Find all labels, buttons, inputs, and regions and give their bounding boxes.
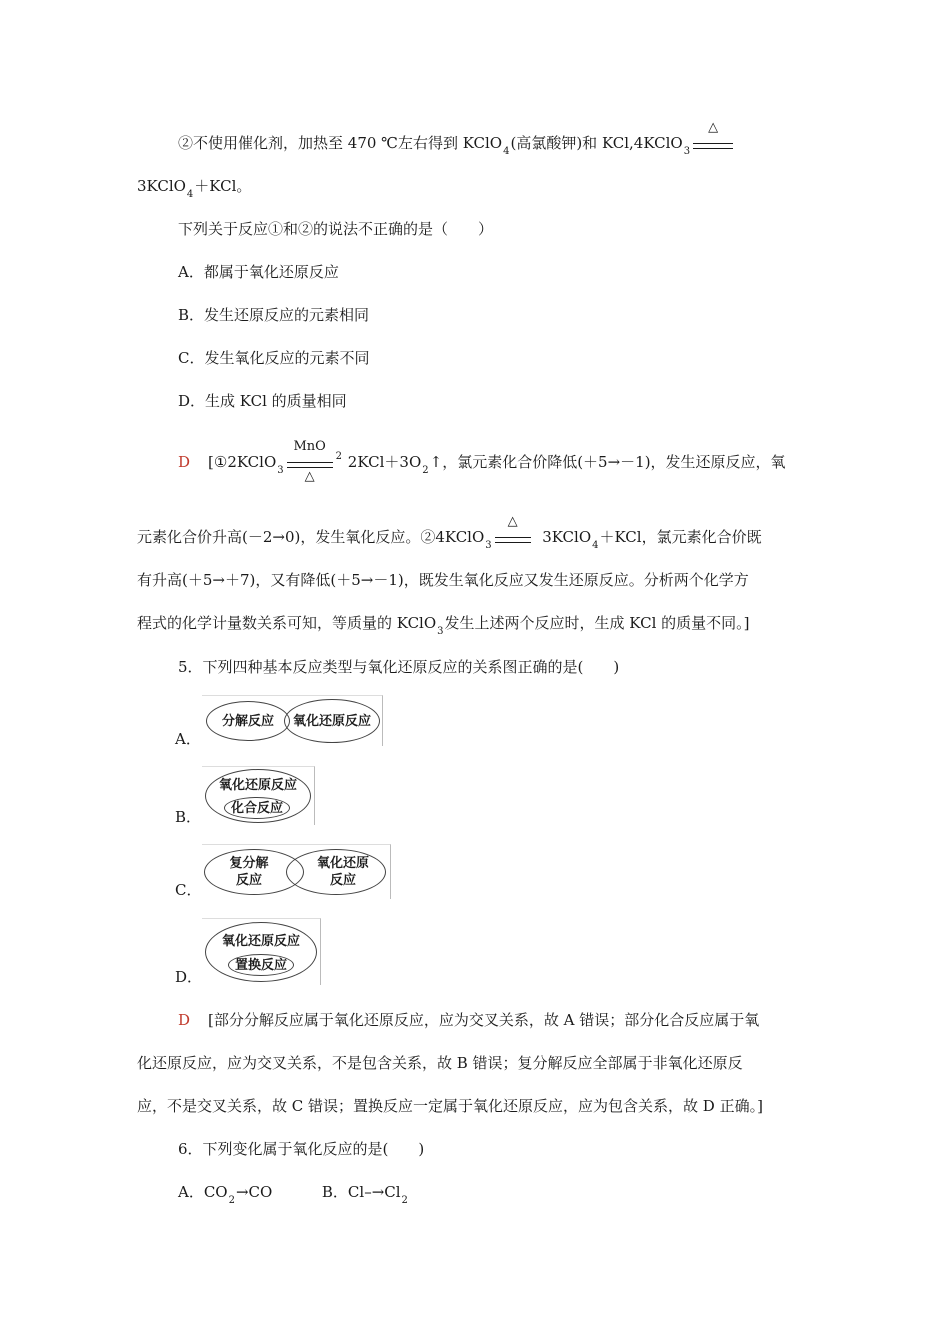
oval-redox: 氧化还原反应 <box>284 699 380 743</box>
answer-5-line-3: 应，不是交叉关系，故 C 错误；置换反应一定属于氧化还原反应，应为包含关系，故 D 正确。] <box>137 1097 763 1115</box>
option-a-label: A． <box>175 730 201 748</box>
question-4-option-b: B．发生还原反应的元素相同 <box>178 306 370 324</box>
option-b: B．$Cl-\to Cl_2$ <box>321 1183 408 1206</box>
answer-4-line-4: 程式的化学计量数关系可知，等质量的 KClO$_3$发生上述两个反应时，生成 KCl 的质量不同。] <box>137 614 750 637</box>
answer-5-line-1: D [部分分解反应属于氧化还原反应，应为交叉关系，故 A 错误；部分化合反应属于氧 <box>178 1011 760 1029</box>
oval-decomposition: 分解反应 <box>206 701 290 741</box>
answer-5-line-2: 化还原反应，应为交叉关系，不是包含关系，故 B 错误；复分解反应全部属于非氧化还原反 <box>137 1054 743 1072</box>
heat-equals-sign-2: △ <box>493 528 533 548</box>
answer-4-line-2: 元素化合价升高(－2→0)，发生氧化反应。②4KClO$_3$ △ 3KClO$_4$＋KCl，氯元素化合价既 <box>137 514 762 551</box>
answer-4-line-3: 有升高(＋5→＋7)，又有降低(＋5→－1)，既发生氧化反应又发生还原反应。分析两个化学方 <box>137 571 749 589</box>
diagram-c <box>202 844 391 899</box>
reaction-2-line: ②不使用催化剂，加热至 470 ℃左右得到 KClO$_4$(高氯酸钾)和 KCl,4KClO$_3$ △ <box>178 133 735 156</box>
diagram-a <box>202 695 383 746</box>
option-c-label: C． <box>175 881 202 899</box>
heat-equals-sign: △ <box>691 134 735 154</box>
question-4-option-c: C．发生氧化反应的元素不同 <box>178 349 370 367</box>
question-5-stem: 5．下列四种基本反应类型与氧化还原反应的关系图正确的是( ) <box>178 658 620 676</box>
question-4-stem: 下列关于反应①和②的说法不正确的是（ ） <box>178 220 494 238</box>
answer-letter-5: D <box>178 1011 191 1029</box>
oval-displacement: 置换反应 <box>228 954 294 976</box>
diagram-b <box>202 766 315 825</box>
question-6-options <box>178 1182 409 1205</box>
answer-4-line-1: D [①2KClO$_3$ MnO △ $^2$ $2KCl+3O_2↑$，氯元素化合价降低(＋5→－1)，发生还原反应，氧 <box>178 439 786 484</box>
diagram-d <box>202 918 321 985</box>
label-redox-c: 氧化还原 反应 <box>316 856 369 888</box>
catalyst-equals-sign: MnO △ <box>285 453 335 473</box>
question-6-stem: 6．下列变化属于氧化反应的是( ) <box>178 1140 425 1158</box>
label-redox: 氧化还原反应 <box>218 778 297 793</box>
answer-letter: D <box>178 453 191 471</box>
question-4-option-a: A．都属于氧化还原反应 <box>178 263 339 281</box>
label-double-decomposition: 复分解 反应 <box>229 856 269 888</box>
option-d-label: D． <box>175 968 203 986</box>
label-redox-d: 氧化还原反应 <box>221 934 300 949</box>
reaction-2-product: 3KClO$_4$＋KCl。 <box>137 177 252 200</box>
option-b-label: B． <box>175 808 202 826</box>
oval-combination: 化合反应 <box>224 797 290 819</box>
question-4-option-d: D．生成 KCl 的质量相同 <box>178 392 347 410</box>
option-a: A．$CO_2\to CO$ <box>178 1183 273 1206</box>
